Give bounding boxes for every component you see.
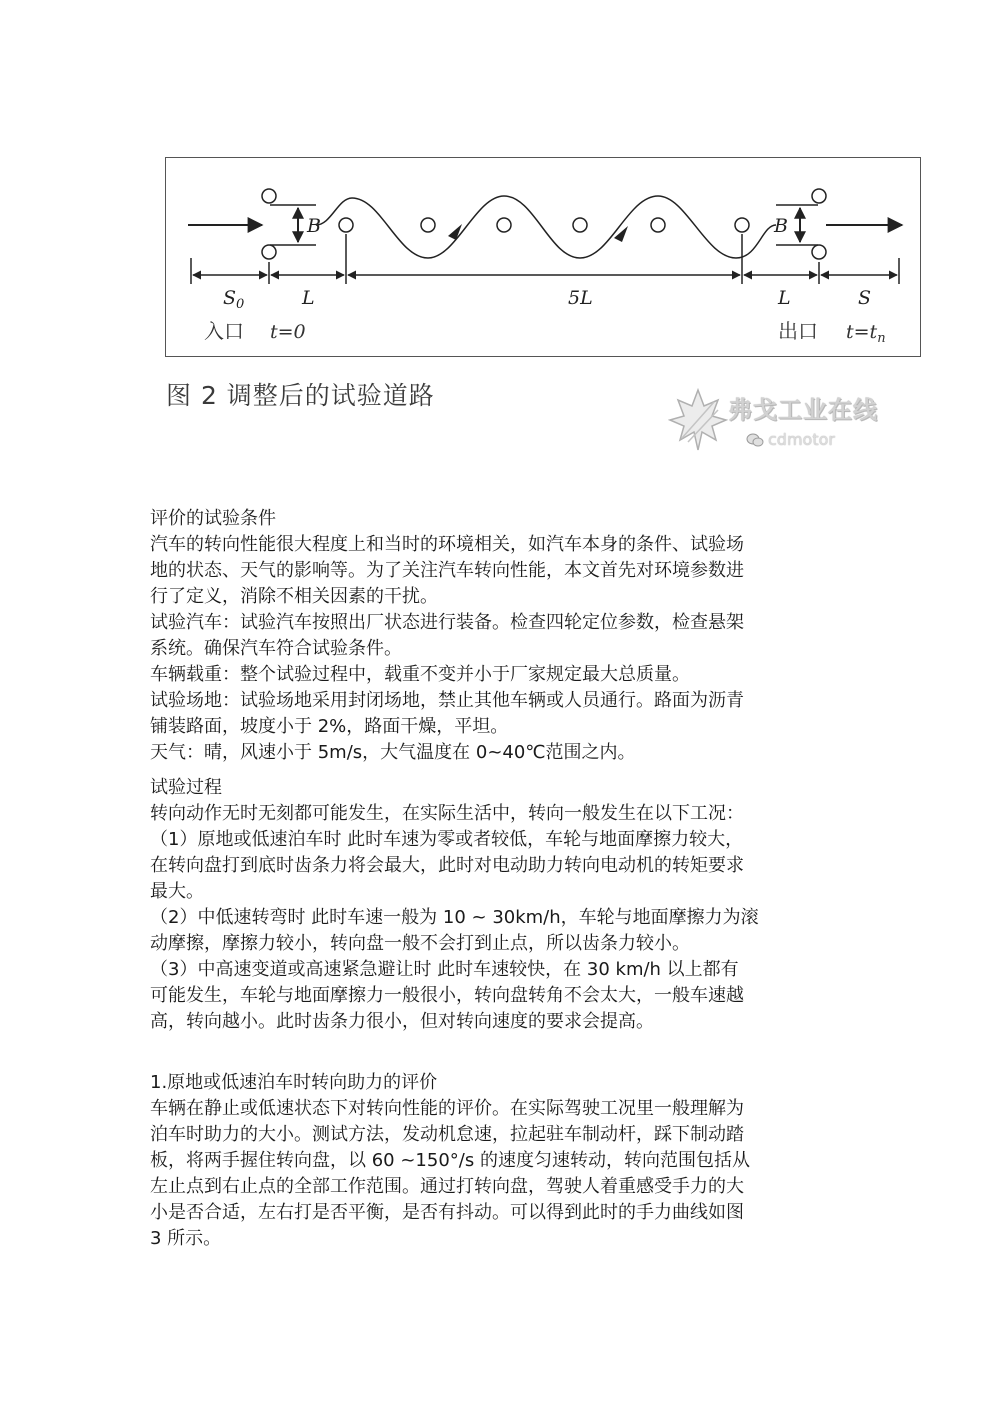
l-left-label: L xyxy=(302,287,315,309)
cone-5 xyxy=(651,218,665,232)
text-line: 车辆在静止或低速状态下对转向性能的评价。在实际驾驶工况里一般理解为 xyxy=(150,1098,744,1119)
watermark-sub: cdmotor xyxy=(768,430,835,449)
l-right-label: L xyxy=(778,287,791,309)
text-line: 可能发生，车轮与地面摩擦力一般很小，转向盘转角不会太大，一般车速越 xyxy=(150,985,744,1006)
text-line: 左止点到右止点的全部工作范围。通过打转向盘，驾驶人着重感受手力的大 xyxy=(150,1176,744,1197)
b-right-label: B xyxy=(774,215,788,237)
s-label: S xyxy=(858,287,872,309)
slalom-path xyxy=(316,196,776,258)
cone-exit-top xyxy=(812,189,826,203)
cone-entry-bottom xyxy=(262,245,276,259)
conditions-section xyxy=(150,506,850,766)
text-line: （2）中低速转弯时 此时车速一般为 10 ~ 30km/h，车轮与地面摩擦力为滚 xyxy=(150,907,759,928)
text-line: （3）中高速变道或高速紧急避让时 此时车速较快，在 30 km/h 以上都有 xyxy=(150,959,739,980)
process-section xyxy=(150,775,850,1035)
watermark-title: 弗戈工业在线 xyxy=(728,396,878,424)
cone-entry-top xyxy=(262,189,276,203)
cone-4 xyxy=(573,218,587,232)
text-line: 试验场地：试验场地采用封闭场地，禁止其他车辆或人员通行。路面为沥青 xyxy=(150,690,744,711)
text-line: 在转向盘打到底时齿条力将会最大，此时对电动助力转向电动机的转矩要求 xyxy=(150,855,744,876)
text-line: 高，转向越小。此时齿条力很小，但对转向速度的要求会提高。 xyxy=(150,1011,654,1032)
text-line: 行了定义，消除不相关因素的干扰。 xyxy=(150,586,438,607)
section-heading: 评价的试验条件 xyxy=(150,508,276,529)
text-line: 系统。确保汽车符合试验条件。 xyxy=(150,638,402,659)
text-line: （1）原地或低速泊车时 此时车速为零或者较低，车轮与地面摩擦力较大， xyxy=(150,829,744,850)
s0-label: $S_0$ xyxy=(223,287,245,312)
entrance-label: 入口 xyxy=(204,319,244,343)
section-heading: 1.原地或低速泊车时转向助力的评价 xyxy=(150,1072,438,1093)
cone-1 xyxy=(339,218,353,232)
path-arrow-2 xyxy=(614,226,628,242)
text-line: 地的状态、天气的影响等。为了关注汽车转向性能，本文首先对环境参数进 xyxy=(150,560,744,581)
text-line: 铺装路面，坡度小于 2%，路面干燥，平坦。 xyxy=(150,716,509,737)
test-road-figure xyxy=(165,157,921,357)
watermark xyxy=(668,382,908,462)
text-line: 汽车的转向性能很大程度上和当时的环境相关，如汽车本身的条件、试验场 xyxy=(150,534,744,555)
text-line: 试验汽车：试验汽车按照出厂状态进行装备。检查四轮定位参数，检查悬架 xyxy=(150,612,744,633)
figure-caption: 图 2 调整后的试验道路 xyxy=(166,381,435,410)
path-arrow-1 xyxy=(448,224,462,240)
wechat-icon xyxy=(746,432,764,448)
text-line: 最大。 xyxy=(150,881,204,902)
text-line: 天气：晴，风速小于 5m/s，大气温度在 0~40℃范围之内。 xyxy=(150,742,636,763)
maple-leaf-icon xyxy=(668,388,728,452)
text-line: 动摩擦，摩擦力较小，转向盘一般不会打到止点，所以齿条力较小。 xyxy=(150,933,690,954)
cone-exit-bottom xyxy=(812,245,826,259)
b-left-label: B xyxy=(307,215,321,237)
exit-equation: $t=t_n$ xyxy=(846,321,886,346)
text-line: 车辆载重：整个试验过程中，载重不变并小于厂家规定最大总质量。 xyxy=(150,664,690,685)
entrance-equation: t=0 xyxy=(270,321,306,343)
cone-6 xyxy=(735,218,749,232)
text-line: 泊车时助力的大小。测试方法，发动机怠速，拉起驻车制动杆，踩下制动踏 xyxy=(150,1124,744,1145)
5l-label: 5L xyxy=(568,287,593,309)
text-line: 转向动作无时无刻都可能发生，在实际生活中，转向一般发生在以下工况： xyxy=(150,803,744,824)
text-line: 3 所示。 xyxy=(150,1228,222,1249)
text-line: 小是否合适，左右打是否平衡，是否有抖动。可以得到此时的手力曲线如图 xyxy=(150,1202,744,1223)
evaluation-section xyxy=(150,1070,850,1252)
cone-3 xyxy=(497,218,511,232)
section-heading: 试验过程 xyxy=(150,777,222,798)
text-line: 板，将两手握住转向盘，以 60 ~150°/s 的速度匀速转动，转向范围包括从 xyxy=(150,1150,750,1171)
exit-label: 出口 xyxy=(778,319,818,343)
test-road-diagram xyxy=(166,158,922,358)
cone-2 xyxy=(421,218,435,232)
